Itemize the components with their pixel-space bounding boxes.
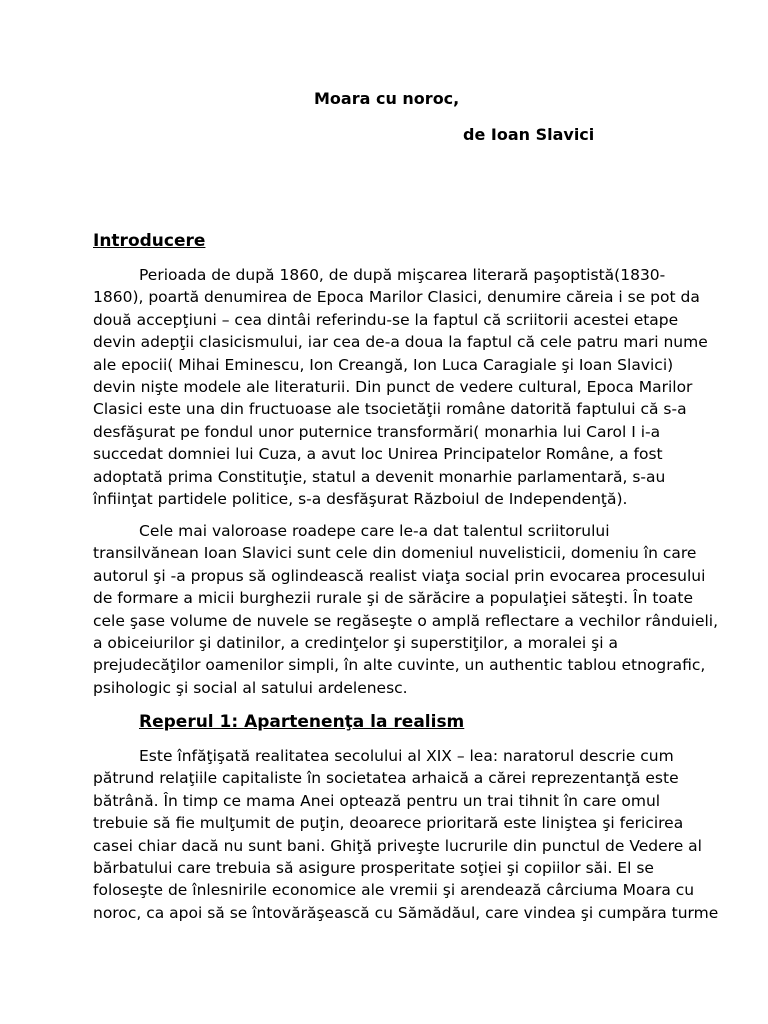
paragraph-line: Perioada de după 1860, de după mişcarea literară paşoptistă(1830-: [139, 266, 666, 284]
paragraph-line: 1860), poartă denumirea de Epoca Marilor Clasici, denumire căreia i se pot da: [93, 288, 700, 307]
paragraph-line: foloseşte de înlesnirile economice ale vremii şi arendează cârciuma Moara cu: [93, 881, 695, 900]
paragraph-line: bătrână. În timp ce mama Anei optează pentru un trai tihnit în care omul: [93, 791, 661, 810]
paragraph-line: autorul şi -a propus să oglindească realist viaţa social prin evocarea procesului: [93, 566, 706, 585]
document-author: de Ioan Slavici: [463, 125, 595, 144]
paragraph-line: devin nişte modele ale literaturii. Din punct de vedere cultural, Epoca Marilor: [93, 378, 693, 397]
paragraph-line: de formare a micii burghezii rurale şi de sărăcire a populaţiei săteşti. În toate: [93, 589, 694, 608]
paragraph-line: adoptată prima Constituţie, statul a devenit monarhie parlamentară, s-au: [93, 467, 666, 486]
paragraph-reper-1: [93, 745, 719, 924]
paragraph-intro-1: [93, 264, 708, 510]
paragraph-line: trebuie să fie mulţumit de puţin, deoarece prioritară este liniştea şi fericirea: [93, 814, 684, 833]
paragraph-line: a obiceiurilor şi datinilor, a credinţelor şi superstiţilor, a moralei şi a: [93, 634, 618, 653]
paragraph-line: bărbatului care trebuia să asigure prosperitate soţiei şi copiilor săi. El se: [93, 859, 654, 878]
paragraph-line: succedat domniei lui Cuza, a avut loc Unirea Principatelor Române, a fost: [93, 445, 663, 464]
paragraph-line: cele şase volume de nuvele se regăseşte o amplă reflectare a vechilor rânduieli,: [93, 611, 719, 630]
paragraph-line: noroc, ca apoi să se întovărăşească cu Sămădăul, care vindea şi cumpăra turme: [93, 903, 719, 922]
paragraph-line: prejudecăţilor oamenilor simpli, în alte cuvinte, un authentic tablou etnografic,: [93, 656, 706, 675]
paragraph-line: devin adepţii clasicismului, iar cea de-a doua la faptul că cele patru mari nume: [93, 333, 708, 352]
paragraph-line: ale epocii( Mihai Eminescu, Ion Creangă, Ion Luca Caragiale şi Ioan Slavici): [93, 355, 674, 374]
paragraph-line: Este înfăţişată realitatea secolului al XIX – lea: naratorul descrie cum: [139, 747, 674, 765]
paragraph-line: transilvănean Ioan Slavici sunt cele din domeniul nuvelisticii, domeniu în care: [93, 544, 697, 563]
paragraph-line: psihologic şi social al satului ardelenesc.: [93, 678, 408, 697]
paragraph-line: Cele mai valoroase roadepe care le-a dat talentul scriitorului: [139, 522, 610, 540]
section-heading-reperul-1: Reperul 1: Apartenenţa la realism: [139, 712, 465, 732]
paragraph-line: Clasici este una din fructuoase ale tsocietăţii române datorită faptului că s-a: [93, 400, 687, 419]
paragraph-line: înfiinţat partidele politice, s-a desfăşurat Războiul de Independenţă).: [93, 490, 628, 509]
document-title: Moara cu noroc,: [314, 89, 460, 108]
section-heading-introducere: Introducere: [93, 231, 206, 251]
paragraph-line: casei chiar dacă nu sunt bani. Ghiţă priveşte lucrurile din punctul de Vedere al: [93, 836, 702, 855]
paragraph-line: pătrund relaţiile capitaliste în societatea arhaică a cărei reprezentanţă este: [93, 769, 679, 788]
paragraph-line: două accepţiuni – cea dintâi referindu-se la faptul că scriitorii acestei etape: [93, 310, 679, 329]
paragraph-line: desfăşurat pe fondul unor puternice transformări( monarhia lui Carol I i-a: [93, 422, 661, 441]
paragraph-intro-2: [93, 520, 719, 699]
